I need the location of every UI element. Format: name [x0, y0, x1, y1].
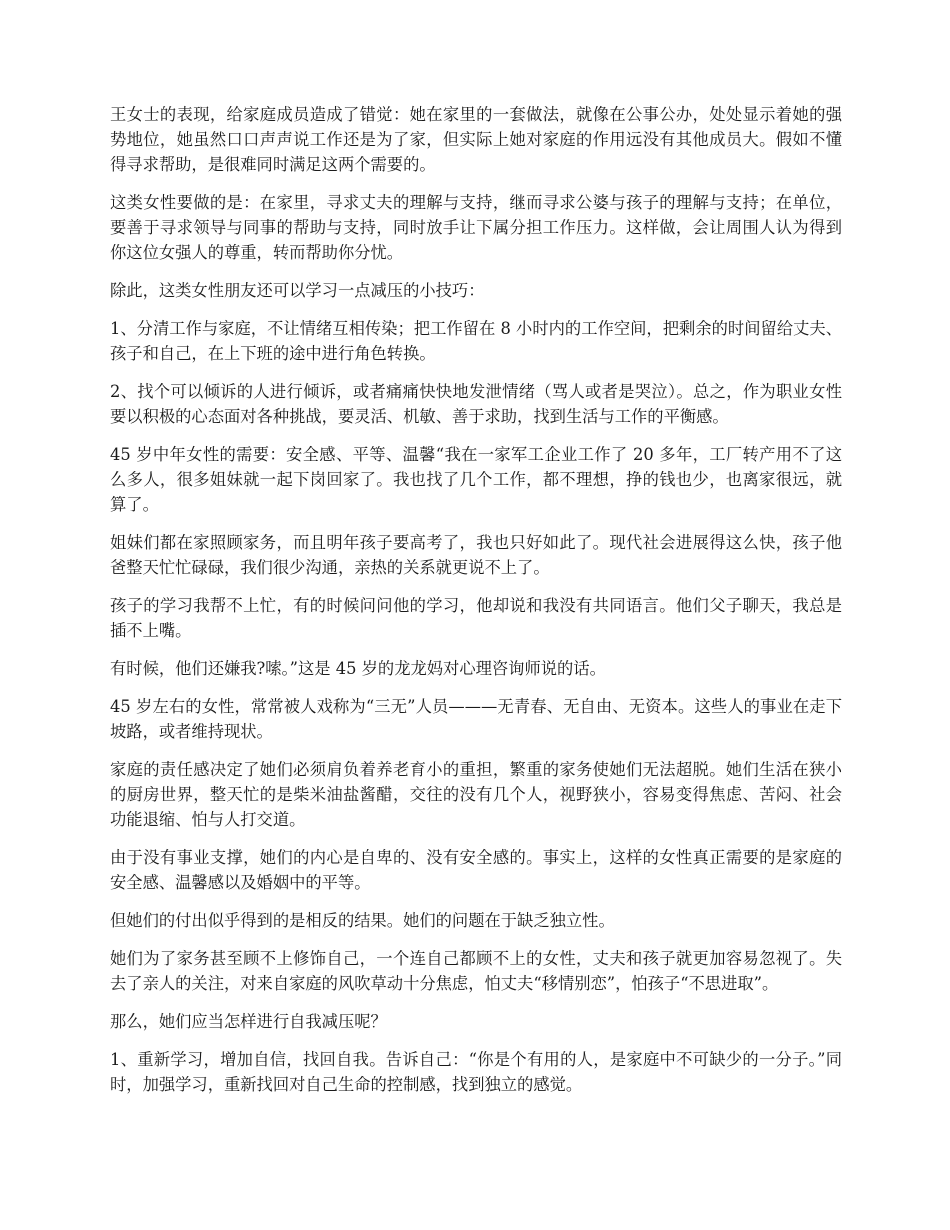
paragraph: 由于没有事业支撑，她们的内心是自卑的、没有安全感的。事实上，这样的女性真正需要的是家庭的安全感、温馨感以及婚姻中的平等。 [110, 848, 842, 892]
paragraph: 这类女性要做的是：在家里，寻求丈夫的理解与支持，继而寻求公婆与孩子的理解与支持；在单位，要善于寻求领导与同事的帮助与支持，同时放手让下属分担工作压力。这样做，会让周围人认为得到你这位女强人的尊重，转而帮助你分忧。 [110, 193, 842, 262]
paragraph: 2、找个可以倾诉的人进行倾诉，或者痛痛快快地发泄情绪（骂人或者是哭泣）。总之，作为职业女性要以积极的心态面对各种挑战，要灵活、机敏、善于求助，找到生活与工作的平衡感。 [110, 382, 842, 426]
paragraph: 那么，她们应当怎样进行自我减压呢？ [110, 1012, 387, 1031]
paragraph: 1、分清工作与家庭，不让情绪互相传染；把工作留在 8 小时内的工作空间，把剩余的时间留给丈夫、孩子和自己，在上下班的途中进行角色转换。 [110, 319, 842, 363]
paragraph: 她们为了家务甚至顾不上修饰自己，一个连自己都顾不上的女性，丈夫和孩子就更加容易忽视了。失去了亲人的关注，对来自家庭的风吹草动十分焦虑，怕丈夫“移情别恋”，怕孩子“不思进取”。 [110, 949, 842, 993]
paragraph: 王女士的表现，给家庭成员造成了错觉：她在家里的一套做法，就像在公事公办，处处显示着她的强势地位，她虽然口口声声说工作还是为了家，但实际上她对家庭的作用远没有其他成员大。假如不懂得寻求帮助，是很难同时满足这两个需要的。 [110, 105, 842, 174]
paragraph: 有时候，他们还嫌我?嗦。”这是 45 岁的龙龙妈对心理咨询师说的话。 [110, 659, 606, 678]
paragraph: 姐妹们都在家照顾家务，而且明年孩子要高考了，我也只好如此了。现代社会进展得这么快，孩子他爸整天忙忙碌碌，我们很少沟通，亲热的关系就更说不上了。 [110, 533, 842, 577]
paragraph: 孩子的学习我帮不上忙，有的时候问问他的学习，他却说和我没有共同语言。他们父子聊天，我总是插不上嘴。 [110, 596, 842, 640]
paragraph: 家庭的责任感决定了她们必须肩负着养老育小的重担，繁重的家务使她们无法超脱。她们生活在狭小的厨房世界，整天忙的是柴米油盐酱醋，交往的没有几个人，视野狭小，容易变得焦虑、苦闷、社会功能退缩、怕与人打交道。 [110, 760, 842, 829]
paragraph: 除此，这类女性朋友还可以学习一点减压的小技巧： [110, 281, 485, 300]
paragraph: 45 岁左右的女性，常常被人戏称为“三无”人员———无青春、无自由、无资本。这些人的事业在走下坡路，或者维持现状。 [110, 697, 842, 741]
paragraph: 但她们的付出似乎得到的是相反的结果。她们的问题在于缺乏独立性。 [110, 911, 615, 930]
document-body [110, 102, 842, 1110]
paragraph: 1、重新学习，增加自信，找回自我。告诉自己：“你是个有用的人，是家庭中不可缺少的一分子。”同时，加强学习，重新找回对自己生命的控制感，找到独立的感觉。 [110, 1050, 842, 1094]
paragraph: 45 岁中年女性的需要：安全感、平等、温馨“我在一家军工企业工作了 20 多年，工厂转产用不了这么多人，很多姐妹就一起下岗回家了。我也找了几个工作，都不理想，挣的钱也少，也离家很远，就算了。 [110, 445, 842, 514]
